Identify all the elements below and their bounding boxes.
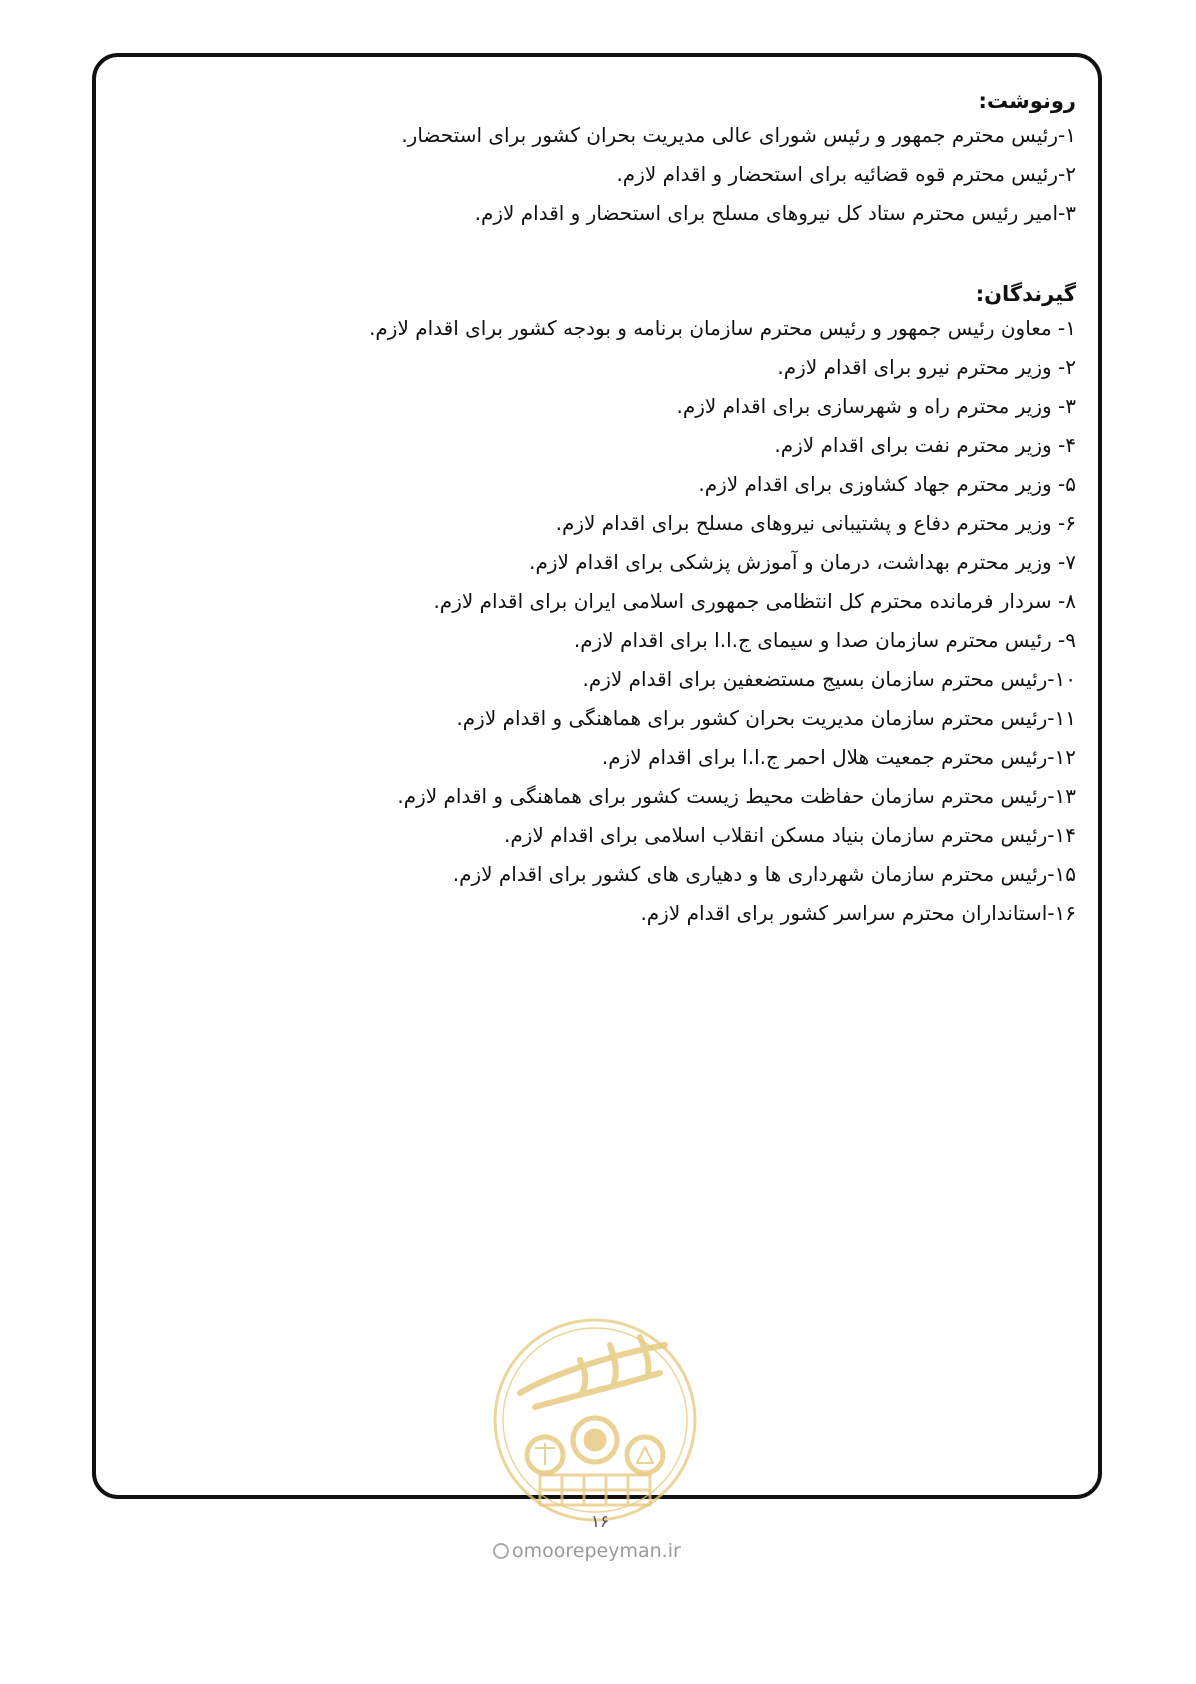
recipient-item: ۴- وزیر محترم نفت برای اقدام لازم.	[774, 433, 1076, 457]
recipient-item: ۶- وزیر محترم دفاع و پشتیبانی نیروهای مسلح برای اقدام لازم.	[555, 511, 1076, 535]
gear-icon	[527, 1418, 663, 1473]
recipients-section	[176, 279, 1076, 933]
recipient-item: ۵- وزیر محترم جهاد کشاوزی برای اقدام لازم.	[698, 472, 1076, 496]
recipient-item: ۸- سردار فرمانده محترم کل انتظامی جمهوری اسلامی ایران برای اقدام لازم.	[433, 589, 1076, 613]
watermark-seal	[490, 1315, 700, 1525]
recipient-item: ۹- رئیس محترم سازمان صدا و سیمای ج.ا.ا برای اقدام لازم.	[573, 628, 1076, 652]
website-watermark	[493, 1540, 681, 1562]
document-body	[176, 86, 1076, 933]
recipient-item: ۱۵-رئیس محترم سازمان شهرداری ها و دهیاری های کشور برای اقدام لازم.	[452, 862, 1076, 886]
recipient-item: ۱۴-رئیس محترم سازمان بنیاد مسکن انقلاب اسلامی برای اقدام لازم.	[503, 823, 1076, 847]
recipient-item: ۱۶-استانداران محترم سراسر کشور برای اقدام لازم.	[640, 901, 1076, 925]
copies-title: رونوشت:	[978, 89, 1076, 113]
recipient-item: ۱۲-رئیس محترم جمعیت هلال احمر ج.ا.ا برای اقدام لازم.	[601, 745, 1076, 769]
recipient-item: ۱۱-رئیس محترم سازمان مدیریت بحران کشور برای هماهنگی و اقدام لازم.	[456, 706, 1076, 730]
copy-item: ۳-امیر رئیس محترم ستاد کل نیروهای مسلح برای استحضار و اقدام لازم.	[474, 201, 1076, 225]
recipient-item: ۳- وزیر محترم راه و شهرسازی برای اقدام لازم.	[676, 394, 1076, 418]
building-icon	[637, 1447, 653, 1463]
seal-calligraphy	[520, 1337, 665, 1407]
copy-item: ۲-رئیس محترم قوه قضائیه برای استحضار و اقدام لازم.	[616, 162, 1076, 186]
page-number: ۱۶	[590, 1512, 610, 1532]
recipient-item: ۲- وزیر محترم نیرو برای اقدام لازم.	[777, 355, 1076, 379]
globe-icon	[493, 1543, 509, 1559]
recipient-item: ۱۳-رئیس محترم سازمان حفاظت محیط زیست کشور برای هماهنگی و اقدام لازم.	[397, 784, 1076, 808]
copies-section	[176, 86, 1076, 233]
recipient-item: ۱- معاون رئیس جمهور و رئیس محترم سازمان برنامه و بودجه کشور برای اقدام لازم.	[369, 316, 1076, 340]
grid-icon	[540, 1475, 650, 1505]
recipient-item: ۷- وزیر محترم بهداشت، درمان و آموزش پزشکی برای اقدام لازم.	[529, 550, 1076, 574]
recipient-item: ۱۰-رئیس محترم سازمان بسیج مستضعفین برای اقدام لازم.	[582, 667, 1076, 691]
website-text: omoorepeyman.ir	[512, 1540, 681, 1562]
copy-item: ۱-رئیس محترم جمهور و رئیس شورای عالی مدیریت بحران کشور برای استحضار.	[401, 123, 1076, 147]
scales-icon	[535, 1443, 555, 1465]
recipients-title: گیرندگان:	[975, 282, 1076, 306]
